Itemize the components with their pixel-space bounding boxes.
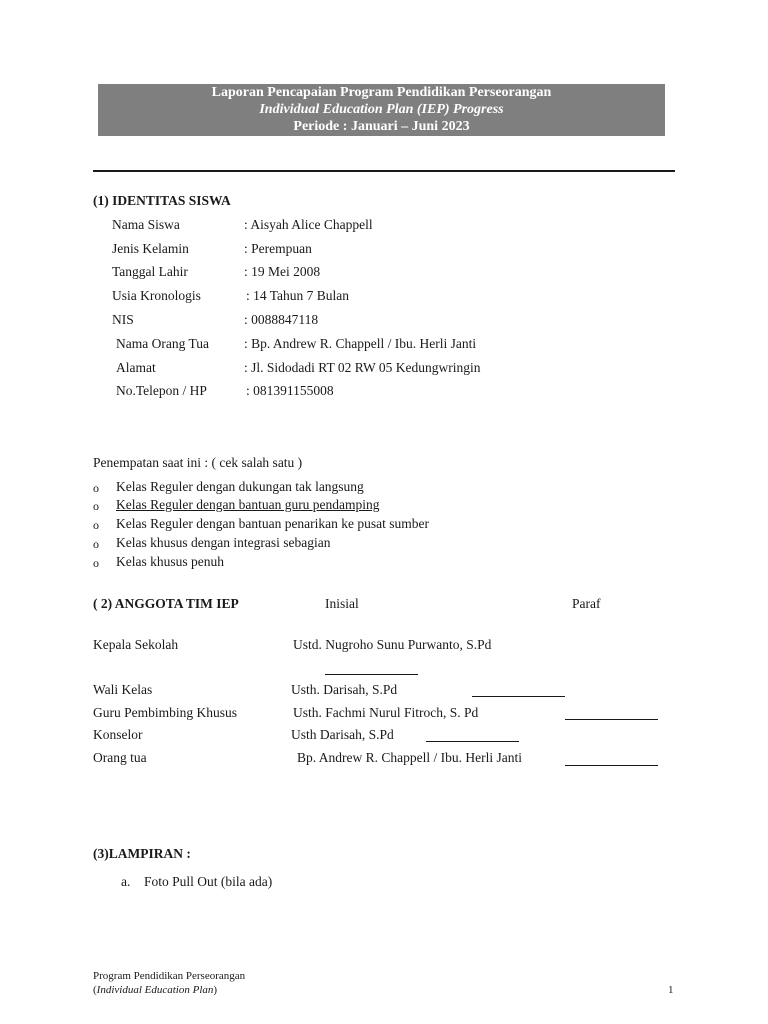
column-header-inisial: Inisial [325, 596, 359, 611]
signature-line[interactable] [565, 765, 658, 766]
footer-line1: Program Pendidikan Perseorangan [93, 970, 246, 982]
header-divider [93, 170, 675, 172]
footer-paren-open: ( [93, 984, 97, 996]
report-subtitle: Individual Education Plan (IEP) Progress [259, 102, 504, 117]
field-value-nama-siswa: : Aisyah Alice Chappell [244, 217, 373, 232]
footer-line2-italic: Individual Education Plan [96, 984, 214, 996]
placement-option[interactable]: Kelas khusus penuh [116, 554, 224, 569]
field-value-jenis-kelamin: : Perempuan [244, 241, 312, 256]
field-label-orang-tua: Nama Orang Tua [116, 336, 209, 351]
member-role-guru-pembimbing: Guru Pembimbing Khusus [93, 705, 238, 720]
report-title: Laporan Pencapaian Program Pendidikan Perseorangan [211, 85, 552, 100]
footer-paren-close: ) [213, 984, 218, 996]
field-label-nis: NIS [112, 312, 134, 327]
field-value-orang-tua: : Bp. Andrew R. Chappell / Ibu. Herli Janti [244, 336, 477, 351]
member-name-guru-pembimbing: Usth. Fachmi Nurul Fitroch, S. Pd [293, 705, 479, 720]
signature-line[interactable] [426, 741, 519, 742]
placement-bullet-icon[interactable]: o [93, 481, 99, 495]
placement-option[interactable]: Kelas Reguler dengan dukungan tak langsung [116, 479, 364, 494]
field-value-tanggal-lahir: : 19 Mei 2008 [244, 264, 321, 279]
column-header-paraf: Paraf [572, 596, 601, 611]
section3-heading: (3)LAMPIRAN : [93, 846, 191, 861]
placement-option[interactable]: Kelas Reguler dengan bantuan penarikan ke pusat sumber [116, 516, 430, 531]
placement-bullet-icon[interactable]: o [93, 556, 99, 570]
field-value-nis: : 0088847118 [244, 312, 319, 327]
placement-bullet-icon[interactable]: o [93, 499, 99, 513]
section2-heading: ( 2) ANGGOTA TIM IEP [93, 596, 239, 611]
member-role-wali-kelas: Wali Kelas [93, 682, 153, 697]
placement-bullet-icon[interactable]: o [93, 537, 99, 551]
signature-line[interactable] [325, 674, 418, 675]
field-value-usia: : 14 Tahun 7 Bulan [246, 288, 350, 303]
member-role-kepala-sekolah: Kepala Sekolah [93, 637, 179, 652]
member-role-orang-tua: Orang tua [93, 750, 147, 765]
field-label-nama-siswa: Nama Siswa [112, 217, 180, 232]
member-name-konselor: Usth Darisah, S.Pd [291, 727, 394, 742]
member-name-orang-tua: Bp. Andrew R. Chappell / Ibu. Herli Janti [297, 750, 522, 765]
field-label-alamat: Alamat [116, 360, 156, 375]
report-period: Periode : Januari – Juni 2023 [293, 119, 470, 134]
attachment-item: Foto Pull Out (bila ada) [144, 874, 273, 889]
member-name-wali-kelas: Usth. Darisah, S.Pd [291, 682, 398, 697]
signature-line[interactable] [472, 696, 565, 697]
member-role-konselor: Konselor [93, 727, 143, 742]
footer-line2 [93, 984, 217, 996]
placement-option-selected[interactable]: Kelas Reguler dengan bantuan guru pendamping [116, 497, 380, 512]
field-label-usia: Usia Kronologis [112, 288, 201, 303]
signature-line[interactable] [565, 719, 658, 720]
report-header [98, 84, 665, 136]
attachment-marker: a. [121, 874, 131, 889]
member-name-kepala-sekolah: Ustd. Nugroho Sunu Purwanto, S.Pd [293, 637, 492, 652]
field-value-alamat: : Jl. Sidodadi RT 02 RW 05 Kedungwringin [244, 360, 481, 375]
field-label-tanggal-lahir: Tanggal Lahir [112, 264, 188, 279]
placement-option[interactable]: Kelas khusus dengan integrasi sebagian [116, 535, 331, 550]
section1-heading: (1) IDENTITAS SISWA [93, 193, 231, 208]
page-number: 1 [668, 984, 674, 996]
placement-bullet-icon[interactable]: o [93, 518, 99, 532]
placement-prompt: Penempatan saat ini : ( cek salah satu ) [93, 455, 303, 470]
field-value-telepon: : 081391155008 [246, 383, 334, 398]
field-label-jenis-kelamin: Jenis Kelamin [112, 241, 189, 256]
field-label-telepon: No.Telepon / HP [116, 383, 207, 398]
